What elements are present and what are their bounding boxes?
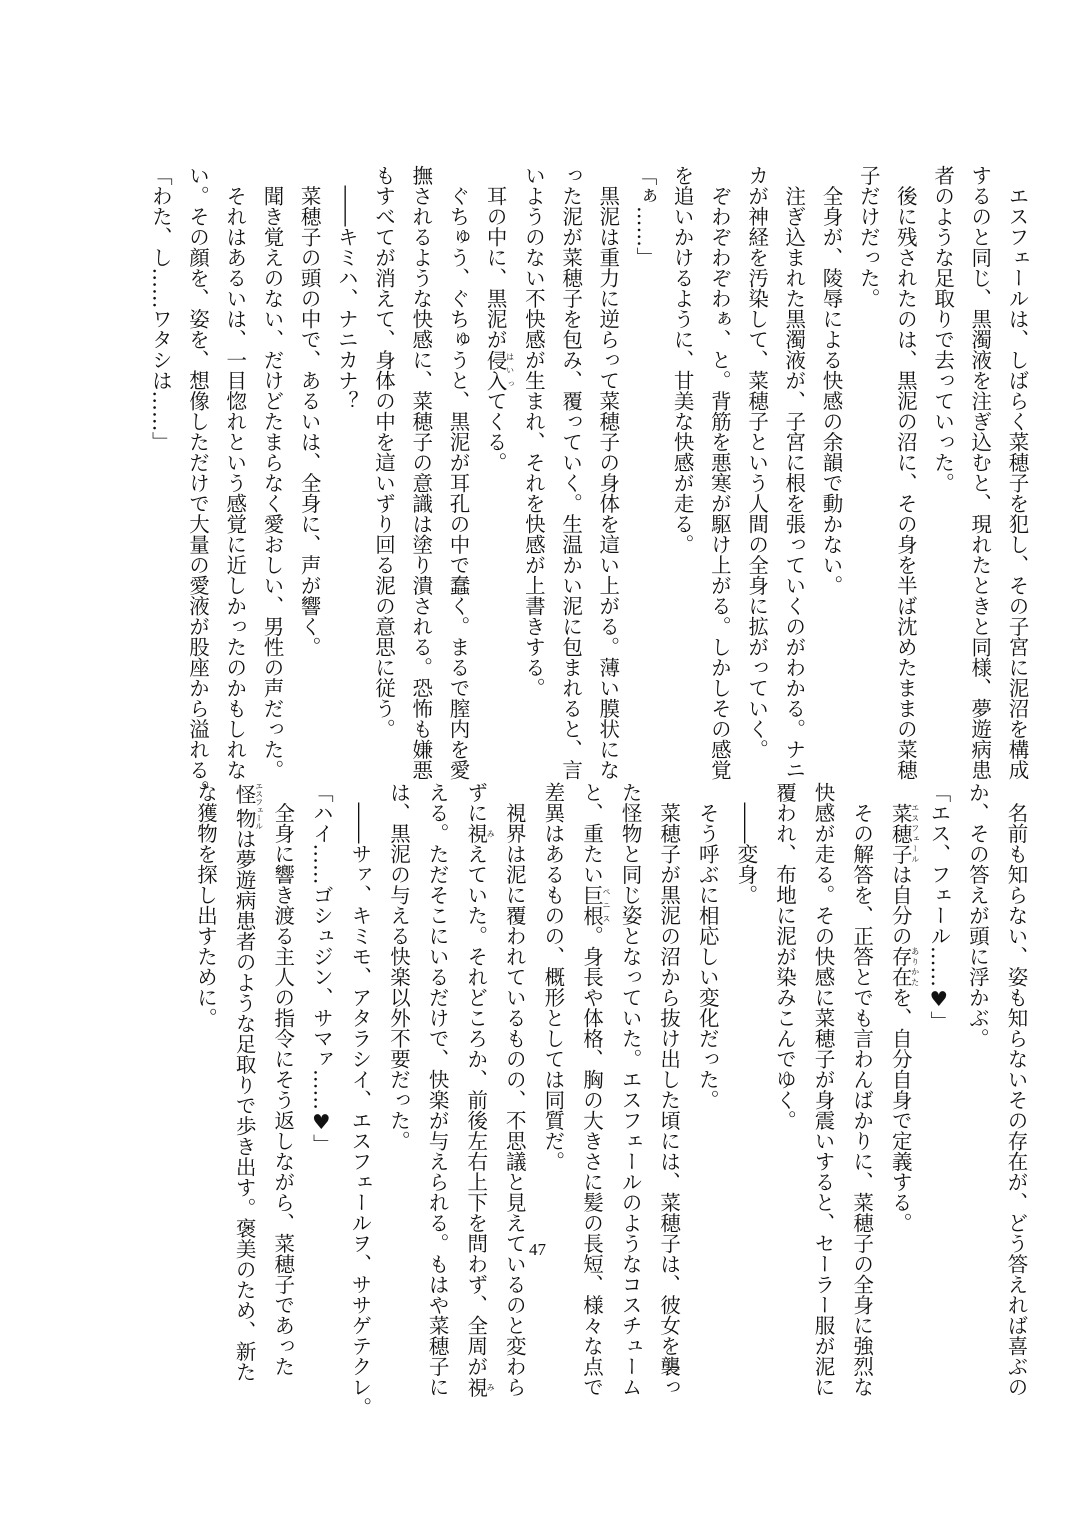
ruby-text [483,349,515,391]
text-line [253,165,290,780]
text-segment: そう呼ぶに相応しい変化だった。 [695,782,720,1110]
text-line [649,782,688,1397]
text-line [178,165,215,801]
text-line [775,165,812,780]
text-segment: 覆われ、布地に泥が染みこんでゆく。 [772,782,797,1131]
ruby-base: 侵入 [483,349,508,391]
text-segment: エスフェールは、しばらく菜穂子を犯し、その子宮に泥沼を構成 [1005,165,1029,780]
ruby-reading: ありかた [910,946,920,987]
text-segment: は夢遊病患者のような足取りで歩き出す。褒美のため、新た [232,828,257,1382]
text-segment: 名前も知らない、姿も知らないその存在が、どう答えれば喜ぶの [1004,782,1028,1397]
text-line [418,782,457,1397]
text-segment: もすべてが消えて、身体の中を這いずり回る泥の意思に従う。 [371,165,396,739]
ruby-text [463,1376,496,1398]
text-segment: は自分の [888,864,913,946]
text-segment: 「ハイ……ゴシュジン、サマァ……♥」 [309,782,334,1155]
text-segment: ――サァ、キミモ、アタラシイ、エスフェールヲ、ササゲテクレ。 [347,782,372,1418]
text-line [919,782,958,1202]
text-line [737,165,774,775]
text-segment: 菜穂子の頭の中で、あるいは、全身に、声が響く。 [297,165,322,657]
text-line [263,782,302,1377]
text-segment: 耳の中に、黒泥が [483,165,508,350]
text-line [340,782,379,1418]
text-line [327,165,364,775]
text-line [589,165,626,780]
text-segment: 撫されるような快感に、菜穂子の意識は塗り潰される。恐怖も嫌悪 [408,165,433,780]
text-segment: えていた。それどころか、前後左右上下を問わず、全周が [463,843,488,1377]
ruby-reading: はいっ [505,349,515,391]
text-line [141,165,178,775]
text-segment: を、自分自身で定義する。 [888,987,913,1233]
text-segment: 聞き覚えのない、だけどたまらなく愛おしい、男性の声だった。 [259,165,284,780]
text-line [610,782,649,1397]
text-segment: 後に残されたのは、黒泥の沼に、その身を半ば沈めたままの菜穂 [893,165,918,780]
text-segment: た怪物と同じ姿となっていた。エスフェールのようなコスチューム [618,782,643,1397]
text-line [379,782,418,1202]
text-line [881,782,920,1233]
text-line [290,165,327,775]
text-line [514,165,551,775]
text-segment: は、黒泥の与える快楽以外不要だった。 [386,782,411,1151]
text-block-top [141,165,1035,801]
text-segment: 快感が走る。その快感に菜穂子が身震いすると、セーラー服が泥に [811,782,836,1397]
text-segment: ――変身。 [733,782,758,905]
text-segment: った泥が菜穂子を包み、覆っていく。生温かい泥に包まれると、言 [558,165,583,780]
ruby-base: 視 [463,823,488,844]
text-line [812,165,849,775]
text-line [663,165,700,775]
text-segment: 視界は泥に覆われているものの、不思議と見えているのと変わら [502,782,527,1397]
ruby-text [463,823,496,844]
ruby-base: 視 [463,1376,488,1397]
text-line [551,165,588,780]
text-line [958,782,997,1202]
text-segment: 「わた、し……ワタシは……」 [148,165,173,452]
text-segment: を追いかけるように、甘美な快感が走る。 [670,165,695,555]
text-line [700,165,737,780]
text-line [765,782,804,1202]
page-number: 47 [529,1240,546,1259]
text-segment: 全身が、陵辱による快感の余韻で動かない。 [818,165,843,596]
ruby-reading: み [486,823,496,844]
text-line [302,782,341,1202]
text-line [572,782,611,1397]
text-segment: 菜穂子が黒泥の沼から抜け出した頃には、菜穂子は、彼女を襲っ [656,782,681,1397]
text-segment: 「エス、フェール……♥」 [926,782,951,1032]
text-segment: な獲物を探し出すために。 [193,782,218,1028]
text-line [456,782,496,1397]
text-line [803,782,842,1397]
text-segment: と、重たい [579,782,604,885]
text-segment: それはあるいは、一目惚れという感覚に近しかったのかもしれな [222,165,247,780]
ruby-reading: エスフェール [254,782,264,830]
text-line [842,782,881,1397]
ruby-text [579,884,611,926]
text-line [186,782,225,1202]
text-line [402,165,439,780]
text-segment: 差異はあるものの、概形としては同質だ。 [540,782,565,1172]
ruby-text [232,782,264,830]
text-segment: いようのない不快感が生まれ、それを快感が上書きする。 [521,165,546,698]
ruby-text [888,946,920,987]
text-line [923,165,960,775]
ruby-text [888,802,920,865]
text-segment: 者のような足取りで去っていった。 [930,165,955,493]
ruby-base: 巨根 [579,884,604,926]
ruby-reading: み [486,1376,496,1397]
text-line [998,165,1035,780]
text-line [533,782,572,1202]
text-segment: するのと同じ、黒濁液を注ぎ込むと、現れたときと同様、夢遊病患 [967,165,992,780]
text-line [439,165,476,780]
text-segment: い。その顔を、姿を、想像しただけで大量の愛液が股座から溢れる。 [185,165,210,801]
text-line [961,165,998,780]
text-segment [888,782,912,803]
text-segment: える。ただそこにいるだけで、快楽が与えられる。もはや菜穂子に [425,782,450,1397]
text-segment: か、その答えが頭に浮かぶ。 [965,782,990,1049]
ruby-reading: ペニス [601,884,611,926]
text-line [996,782,1035,1397]
text-line [495,782,534,1397]
text-segment: 。身長や体格、胸の大きさに髪の長短、様々な点で [579,925,604,1397]
text-line [476,165,514,775]
text-segment: 子だけだった。 [856,165,881,309]
text-segment: その解答を、正答とでも言わんばかりに、菜穂子の全身に強烈な [849,782,874,1397]
ruby-base: 怪物 [232,782,257,830]
text-line [886,165,923,780]
text-line [225,782,264,1382]
text-line [364,165,401,775]
text-line [626,165,663,775]
text-segment: ぞわぞわぞわぁ、と。背筋を悪寒が駆け上がる。しかしその感覚 [707,165,732,780]
text-segment: ずに [463,782,488,823]
text-segment: てくる。 [483,390,508,473]
text-segment: ぐちゅう、ぐちゅうと、黒泥が耳孔の中で蠢く。まるで膣内を愛 [445,165,470,780]
text-segment: ――キミハ、ナニカナ？ [334,165,359,411]
text-line [726,782,765,1202]
text-segment: 全身に響き渡る主人の指令にそう返しながら、菜穂子であった [270,782,295,1377]
text-segment: 黒泥は重力に逆らって菜穂子の身体を這い上がる。薄い膜状にな [595,165,620,780]
text-line [688,782,727,1202]
text-line [216,165,253,780]
text-line [849,165,886,775]
ruby-base: 菜穂子 [888,802,913,864]
text-segment: カが神経を汚染して、菜穂子という人間の全身に拡がっていく。 [744,165,769,760]
text-segment: 注ぎ込まれた黒濁液が、子宮に根を張っていくのがわかる。ナニ [781,165,806,780]
ruby-reading: エスフェール [910,802,920,864]
text-segment: 「ぁ……」 [632,165,657,268]
ruby-base: 存在 [888,946,913,987]
